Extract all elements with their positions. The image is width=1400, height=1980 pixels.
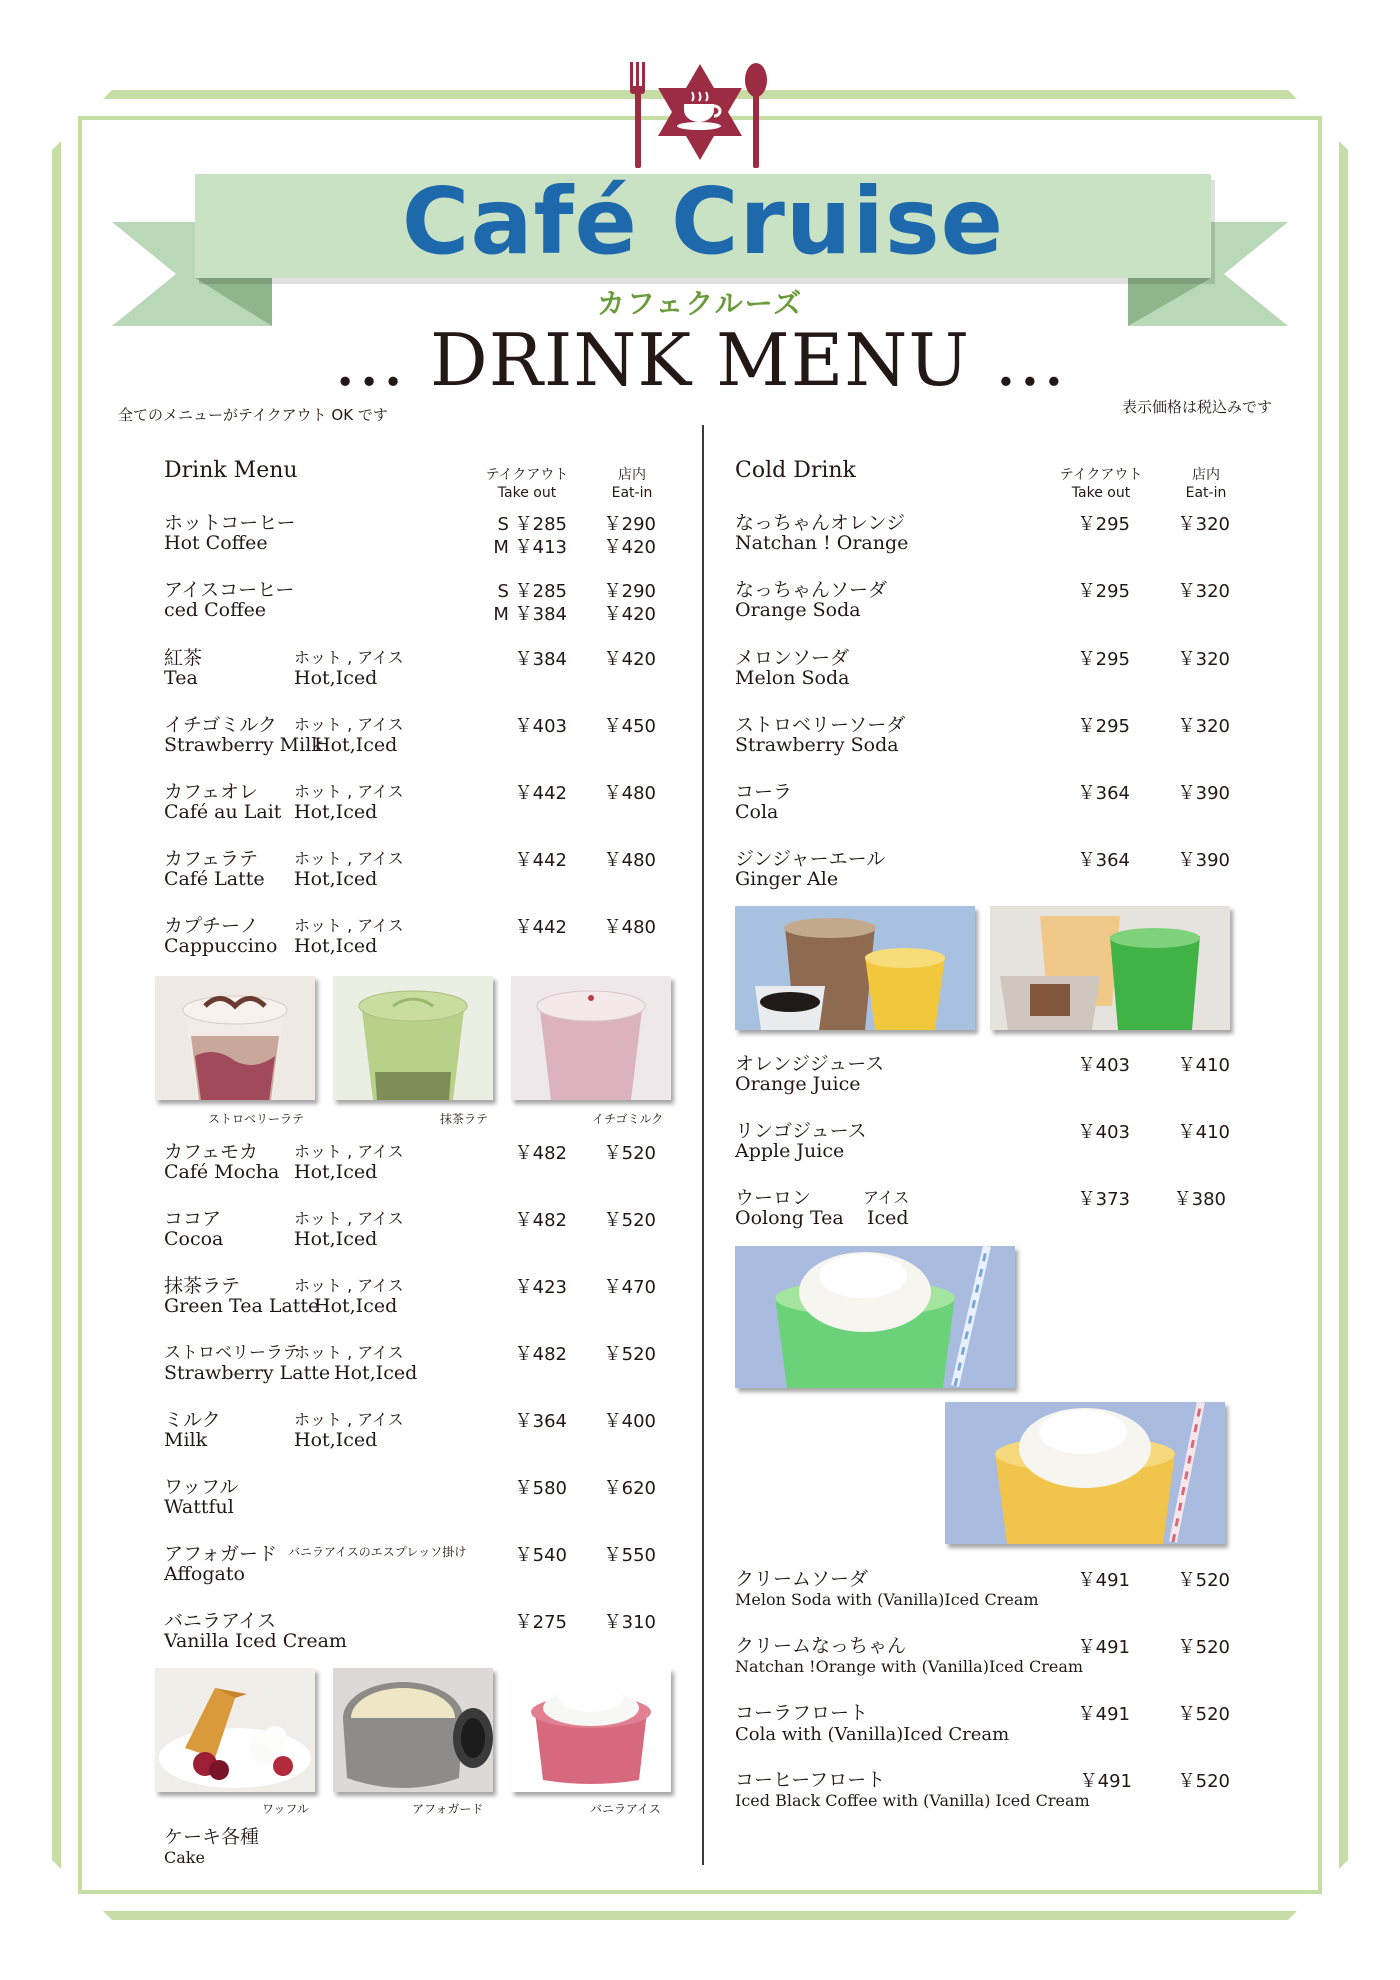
item-name-en: Orange Soda xyxy=(735,599,861,621)
cream-soda-photo xyxy=(735,1246,1015,1388)
eatin-price: ￥520 xyxy=(1177,1637,1230,1658)
item-name-jp: オレンジジュース xyxy=(735,1053,885,1075)
item-name-jp: ワッフル xyxy=(164,1476,239,1498)
item-name-en: Strawberry Latte xyxy=(164,1362,331,1384)
item-option-en: Hot,Iced xyxy=(294,868,378,890)
takeout-price-m: M ￥413 xyxy=(493,537,567,558)
item-name-jp: なっちゃんオレンジ xyxy=(735,512,906,534)
takeout-price: ￥403 xyxy=(1077,1055,1130,1076)
eatin-price: ￥550 xyxy=(603,1545,656,1566)
strawberry-latte-photo xyxy=(155,976,315,1100)
eatin-price: ￥320 xyxy=(1177,581,1230,602)
eatin-price: ￥480 xyxy=(603,783,656,804)
takeout-price: S ￥285 xyxy=(497,581,567,602)
item-name-en: Café Latte xyxy=(164,868,265,890)
item-option-jp: ホット , アイス xyxy=(294,1209,404,1228)
takeout-price: ￥491 xyxy=(1079,1771,1132,1792)
item-option-en: Hot,Iced xyxy=(294,801,378,823)
takeout-header-right: テイクアウト Take out xyxy=(1059,467,1143,501)
item-name-en: Cola with (Vanilla)Iced Cream xyxy=(735,1724,1010,1745)
eatin-price: ￥480 xyxy=(603,850,656,871)
photo-caption: ストロベリーラテ xyxy=(208,1112,305,1126)
item-name-en: Vanilla Iced Cream xyxy=(164,1630,347,1652)
menu-item xyxy=(164,1338,674,1386)
item-name-jp: ジンジャーエール xyxy=(735,848,886,870)
item-option-jp: ホット , アイス xyxy=(294,916,404,935)
takeout-price: ￥364 xyxy=(1077,850,1130,871)
matcha-latte-photo xyxy=(333,976,493,1100)
item-name-en: Ginger Ale xyxy=(735,868,839,890)
menu-item xyxy=(164,1472,674,1520)
item-name-jp: カフェモカ xyxy=(164,1141,259,1163)
item-name-jp: コーヒーフロート xyxy=(735,1769,886,1791)
menu-item xyxy=(735,710,1240,758)
item-name-jp: ストロベリーソーダ xyxy=(735,714,906,736)
item-option-jp: バニラアイスのエスプレッソ掛け xyxy=(288,1545,467,1559)
menu-item xyxy=(735,1564,1240,1612)
item-option-en: Hot,Iced xyxy=(294,667,378,689)
menu-item xyxy=(735,643,1240,691)
eatin-price: ￥320 xyxy=(1177,649,1230,670)
photo-caption: イチゴミルク xyxy=(592,1112,664,1126)
item-name-jp: ミルク xyxy=(164,1409,221,1431)
takeout-price: ￥384 xyxy=(514,649,567,670)
item-name-en: Green Tea Latte xyxy=(164,1295,320,1317)
eatin-price: ￥480 xyxy=(603,917,656,938)
item-name-en: Tea xyxy=(164,667,198,689)
item-option-jp: ホット , アイス xyxy=(294,1410,404,1429)
item-name-en: Natchan !Orange with (Vanilla)Iced Cream xyxy=(735,1657,1084,1676)
menu-item xyxy=(735,1698,1240,1746)
column-divider xyxy=(702,425,704,1865)
takeout-price: ￥364 xyxy=(1077,783,1130,804)
item-name-en: Melon Soda with (Vanilla)Iced Cream xyxy=(735,1590,1039,1609)
eatin-price: ￥310 xyxy=(603,1612,656,1633)
menu-item xyxy=(735,777,1240,825)
eatin-price: ￥320 xyxy=(1177,716,1230,737)
menu-item xyxy=(164,1204,674,1252)
affogato-photo xyxy=(333,1668,493,1792)
item-name-en: Apple Juice xyxy=(735,1140,845,1162)
left-section-heading: Drink Menu xyxy=(164,458,298,483)
eatin-header-left: 店内 Eat-in xyxy=(611,467,653,501)
takeout-price: ￥403 xyxy=(1077,1122,1130,1143)
eatin-price: ￥290 xyxy=(603,514,656,535)
menu-item xyxy=(164,1137,674,1185)
eatin-price: ￥410 xyxy=(1177,1055,1230,1076)
eatin-price: ￥390 xyxy=(1177,850,1230,871)
item-name-jp: コーラ xyxy=(735,781,793,803)
takeout-price: ￥442 xyxy=(514,917,567,938)
eatin-header-right: 店内 Eat-in xyxy=(1185,467,1227,501)
item-option-en: Hot,Iced xyxy=(294,1161,378,1183)
menu-item xyxy=(735,1183,1240,1231)
item-name-en: Cola xyxy=(735,801,779,823)
takeout-price: ￥403 xyxy=(514,716,567,737)
item-option-jp: ホット , アイス xyxy=(294,1142,404,1161)
item-option-en: Hot,Iced xyxy=(294,1228,378,1250)
item-name-en: Café Mocha xyxy=(164,1161,280,1183)
item-name-en: Strawberry Milk xyxy=(164,734,323,756)
item-name-en: Oolong Tea xyxy=(735,1207,844,1229)
item-name-jp: アイスコーヒー xyxy=(164,579,295,601)
item-name-en: Hot Coffee xyxy=(164,532,268,554)
eatin-price: ￥290 xyxy=(603,581,656,602)
eatin-price: ￥410 xyxy=(1177,1122,1230,1143)
item-option-jp: ホット , アイス xyxy=(294,1343,404,1362)
item-name-jp: カプチーノ xyxy=(164,915,259,937)
photo-caption: バニラアイス xyxy=(590,1802,661,1816)
item-name-jp: ケーキ各種 xyxy=(164,1826,260,1848)
item-name-jp: 紅茶 xyxy=(164,647,203,669)
takeout-price: ￥364 xyxy=(514,1411,567,1432)
takeout-price: ￥482 xyxy=(514,1143,567,1164)
takeout-price: ￥491 xyxy=(1077,1637,1130,1658)
photo-caption: ワッフル xyxy=(262,1802,309,1816)
menu-item xyxy=(164,777,674,825)
item-option-en: Hot,Iced xyxy=(314,1295,398,1317)
item-option-en: Hot,Iced xyxy=(334,1362,418,1384)
takeout-note: 全てのメニューがテイクアウト OK です xyxy=(118,406,388,424)
takeout-price-m: M ￥384 xyxy=(493,604,567,625)
menu-item-cake xyxy=(164,1822,674,1870)
eatin-price: ￥390 xyxy=(1177,783,1230,804)
item-name-en: Affogato xyxy=(164,1563,245,1585)
eatin-price-m: ￥420 xyxy=(603,537,656,558)
menu-item xyxy=(164,1405,674,1453)
item-name-jp: カフェラテ xyxy=(164,848,259,870)
takeout-price: S ￥285 xyxy=(497,514,567,535)
eatin-price: ￥400 xyxy=(603,1411,656,1432)
takeout-price: ￥442 xyxy=(514,783,567,804)
menu-item xyxy=(735,1049,1240,1097)
item-name-jp: リンゴジュース xyxy=(735,1120,867,1142)
item-name-en: Orange Juice xyxy=(735,1073,861,1095)
item-name-jp: アフォガード xyxy=(164,1543,278,1565)
takeout-price: ￥423 xyxy=(514,1277,567,1298)
item-name-jp: イチゴミルク xyxy=(164,714,277,736)
item-name-jp: クリームなっちゃん xyxy=(735,1635,907,1657)
item-name-en: Natchan ! Orange xyxy=(735,532,909,554)
takeout-price: ￥482 xyxy=(514,1210,567,1231)
item-option-en: Hot,Iced xyxy=(294,935,378,957)
item-name-jp: なっちゃんソーダ xyxy=(735,579,888,601)
menu-item xyxy=(164,710,674,758)
item-option-en: Iced xyxy=(867,1207,909,1229)
eatin-price: ￥470 xyxy=(603,1277,656,1298)
item-option-jp: ホット , アイス xyxy=(294,782,404,801)
cafe-subtitle: カフェクルーズ xyxy=(596,287,804,320)
right-section-heading: Cold Drink xyxy=(735,458,856,483)
item-option-jp: ホット , アイス xyxy=(294,849,404,868)
item-name-en: Cappuccino xyxy=(164,935,278,957)
takeout-price: ￥295 xyxy=(1077,649,1130,670)
menu-item xyxy=(164,575,674,623)
takeout-price: ￥491 xyxy=(1077,1570,1130,1591)
eatin-price: ￥520 xyxy=(1177,1570,1230,1591)
takeout-price: ￥275 xyxy=(514,1612,567,1633)
item-name-jp: ココア xyxy=(164,1208,222,1230)
sodas-photo xyxy=(990,906,1230,1030)
item-name-en: ced Coffee xyxy=(164,599,267,621)
takeout-header-left: テイクアウト Take out xyxy=(485,467,569,501)
item-name-en: Café au Lait xyxy=(164,801,282,823)
item-name-jp: コーラフロート xyxy=(735,1702,869,1724)
menu-title: … DRINK MENU … xyxy=(333,318,1067,402)
item-name-jp: バニラアイス xyxy=(164,1610,277,1632)
item-name-jp: 抹茶ラテ xyxy=(164,1275,241,1297)
takeout-price: ￥540 xyxy=(514,1545,567,1566)
item-name-en: Cake xyxy=(164,1848,205,1867)
eatin-price: ￥520 xyxy=(603,1143,656,1164)
eatin-price: ￥380 xyxy=(1173,1189,1226,1210)
item-name-jp: ホットコーヒー xyxy=(164,512,296,534)
menu-item xyxy=(735,1765,1240,1813)
tax-note: 表示価格は税込みです xyxy=(1122,398,1273,416)
menu-item xyxy=(735,844,1240,892)
menu-item xyxy=(164,844,674,892)
eatin-price: ￥320 xyxy=(1177,514,1230,535)
photo-caption: アフォガード xyxy=(412,1802,484,1816)
item-name-jp: ウーロン xyxy=(735,1187,812,1209)
eatin-price: ￥420 xyxy=(603,649,656,670)
item-name-en: Cocoa xyxy=(164,1228,224,1250)
item-name-jp: ストロベリーラテ xyxy=(164,1343,300,1363)
item-option-jp: ホット , アイス xyxy=(294,1276,404,1295)
takeout-price: ￥442 xyxy=(514,850,567,871)
eatin-price: ￥520 xyxy=(1177,1771,1230,1792)
cream-natchan-photo xyxy=(945,1402,1225,1544)
takeout-price: ￥295 xyxy=(1077,716,1130,737)
takeout-price: ￥295 xyxy=(1077,514,1130,535)
eatin-price-m: ￥420 xyxy=(603,604,656,625)
menu-item xyxy=(164,643,674,691)
menu-item xyxy=(735,1116,1240,1164)
menu-item xyxy=(735,1631,1240,1679)
item-name-en: Milk xyxy=(164,1429,208,1451)
item-option-jp: アイス xyxy=(863,1188,910,1207)
menu-item xyxy=(164,1539,674,1587)
strawberry-milk-photo xyxy=(511,976,671,1100)
eatin-price: ￥450 xyxy=(603,716,656,737)
item-name-en: Wattful xyxy=(164,1496,234,1518)
takeout-price: ￥491 xyxy=(1077,1704,1130,1725)
item-name-jp: カフェオレ xyxy=(164,781,259,803)
menu-item xyxy=(735,508,1240,556)
item-option-jp: ホット , アイス xyxy=(294,715,404,734)
item-name-en: Strawberry Soda xyxy=(735,734,899,756)
takeout-price: ￥580 xyxy=(514,1478,567,1499)
eatin-price: ￥520 xyxy=(603,1210,656,1231)
eatin-price: ￥520 xyxy=(1177,1704,1230,1725)
item-option-en: Hot,Iced xyxy=(314,734,398,756)
takeout-price: ￥373 xyxy=(1077,1189,1130,1210)
menu-item xyxy=(164,911,674,959)
item-option-jp: ホット , アイス xyxy=(294,648,404,667)
takeout-price: ￥295 xyxy=(1077,581,1130,602)
item-name-jp: メロンソーダ xyxy=(735,647,850,669)
eatin-price: ￥520 xyxy=(603,1344,656,1365)
takeout-price: ￥482 xyxy=(514,1344,567,1365)
waffle-photo xyxy=(155,1668,315,1792)
eatin-price: ￥620 xyxy=(603,1478,656,1499)
photo-caption: 抹茶ラテ xyxy=(440,1112,489,1126)
item-name-en: Iced Black Coffee with (Vanilla) Iced Cream xyxy=(735,1791,1090,1810)
cafe-title: Café Cruise xyxy=(401,168,1005,275)
cafe-emblem-icon xyxy=(622,62,778,170)
iced-drinks-photo xyxy=(735,906,975,1030)
item-name-jp: クリームソーダ xyxy=(735,1568,869,1590)
item-name-en: Melon Soda xyxy=(735,667,850,689)
menu-item xyxy=(735,575,1240,623)
menu-item xyxy=(164,508,674,556)
menu-item xyxy=(164,1606,674,1654)
item-option-en: Hot,Iced xyxy=(294,1429,378,1451)
vanilla-ice-photo xyxy=(511,1668,671,1792)
menu-item xyxy=(164,1271,674,1319)
